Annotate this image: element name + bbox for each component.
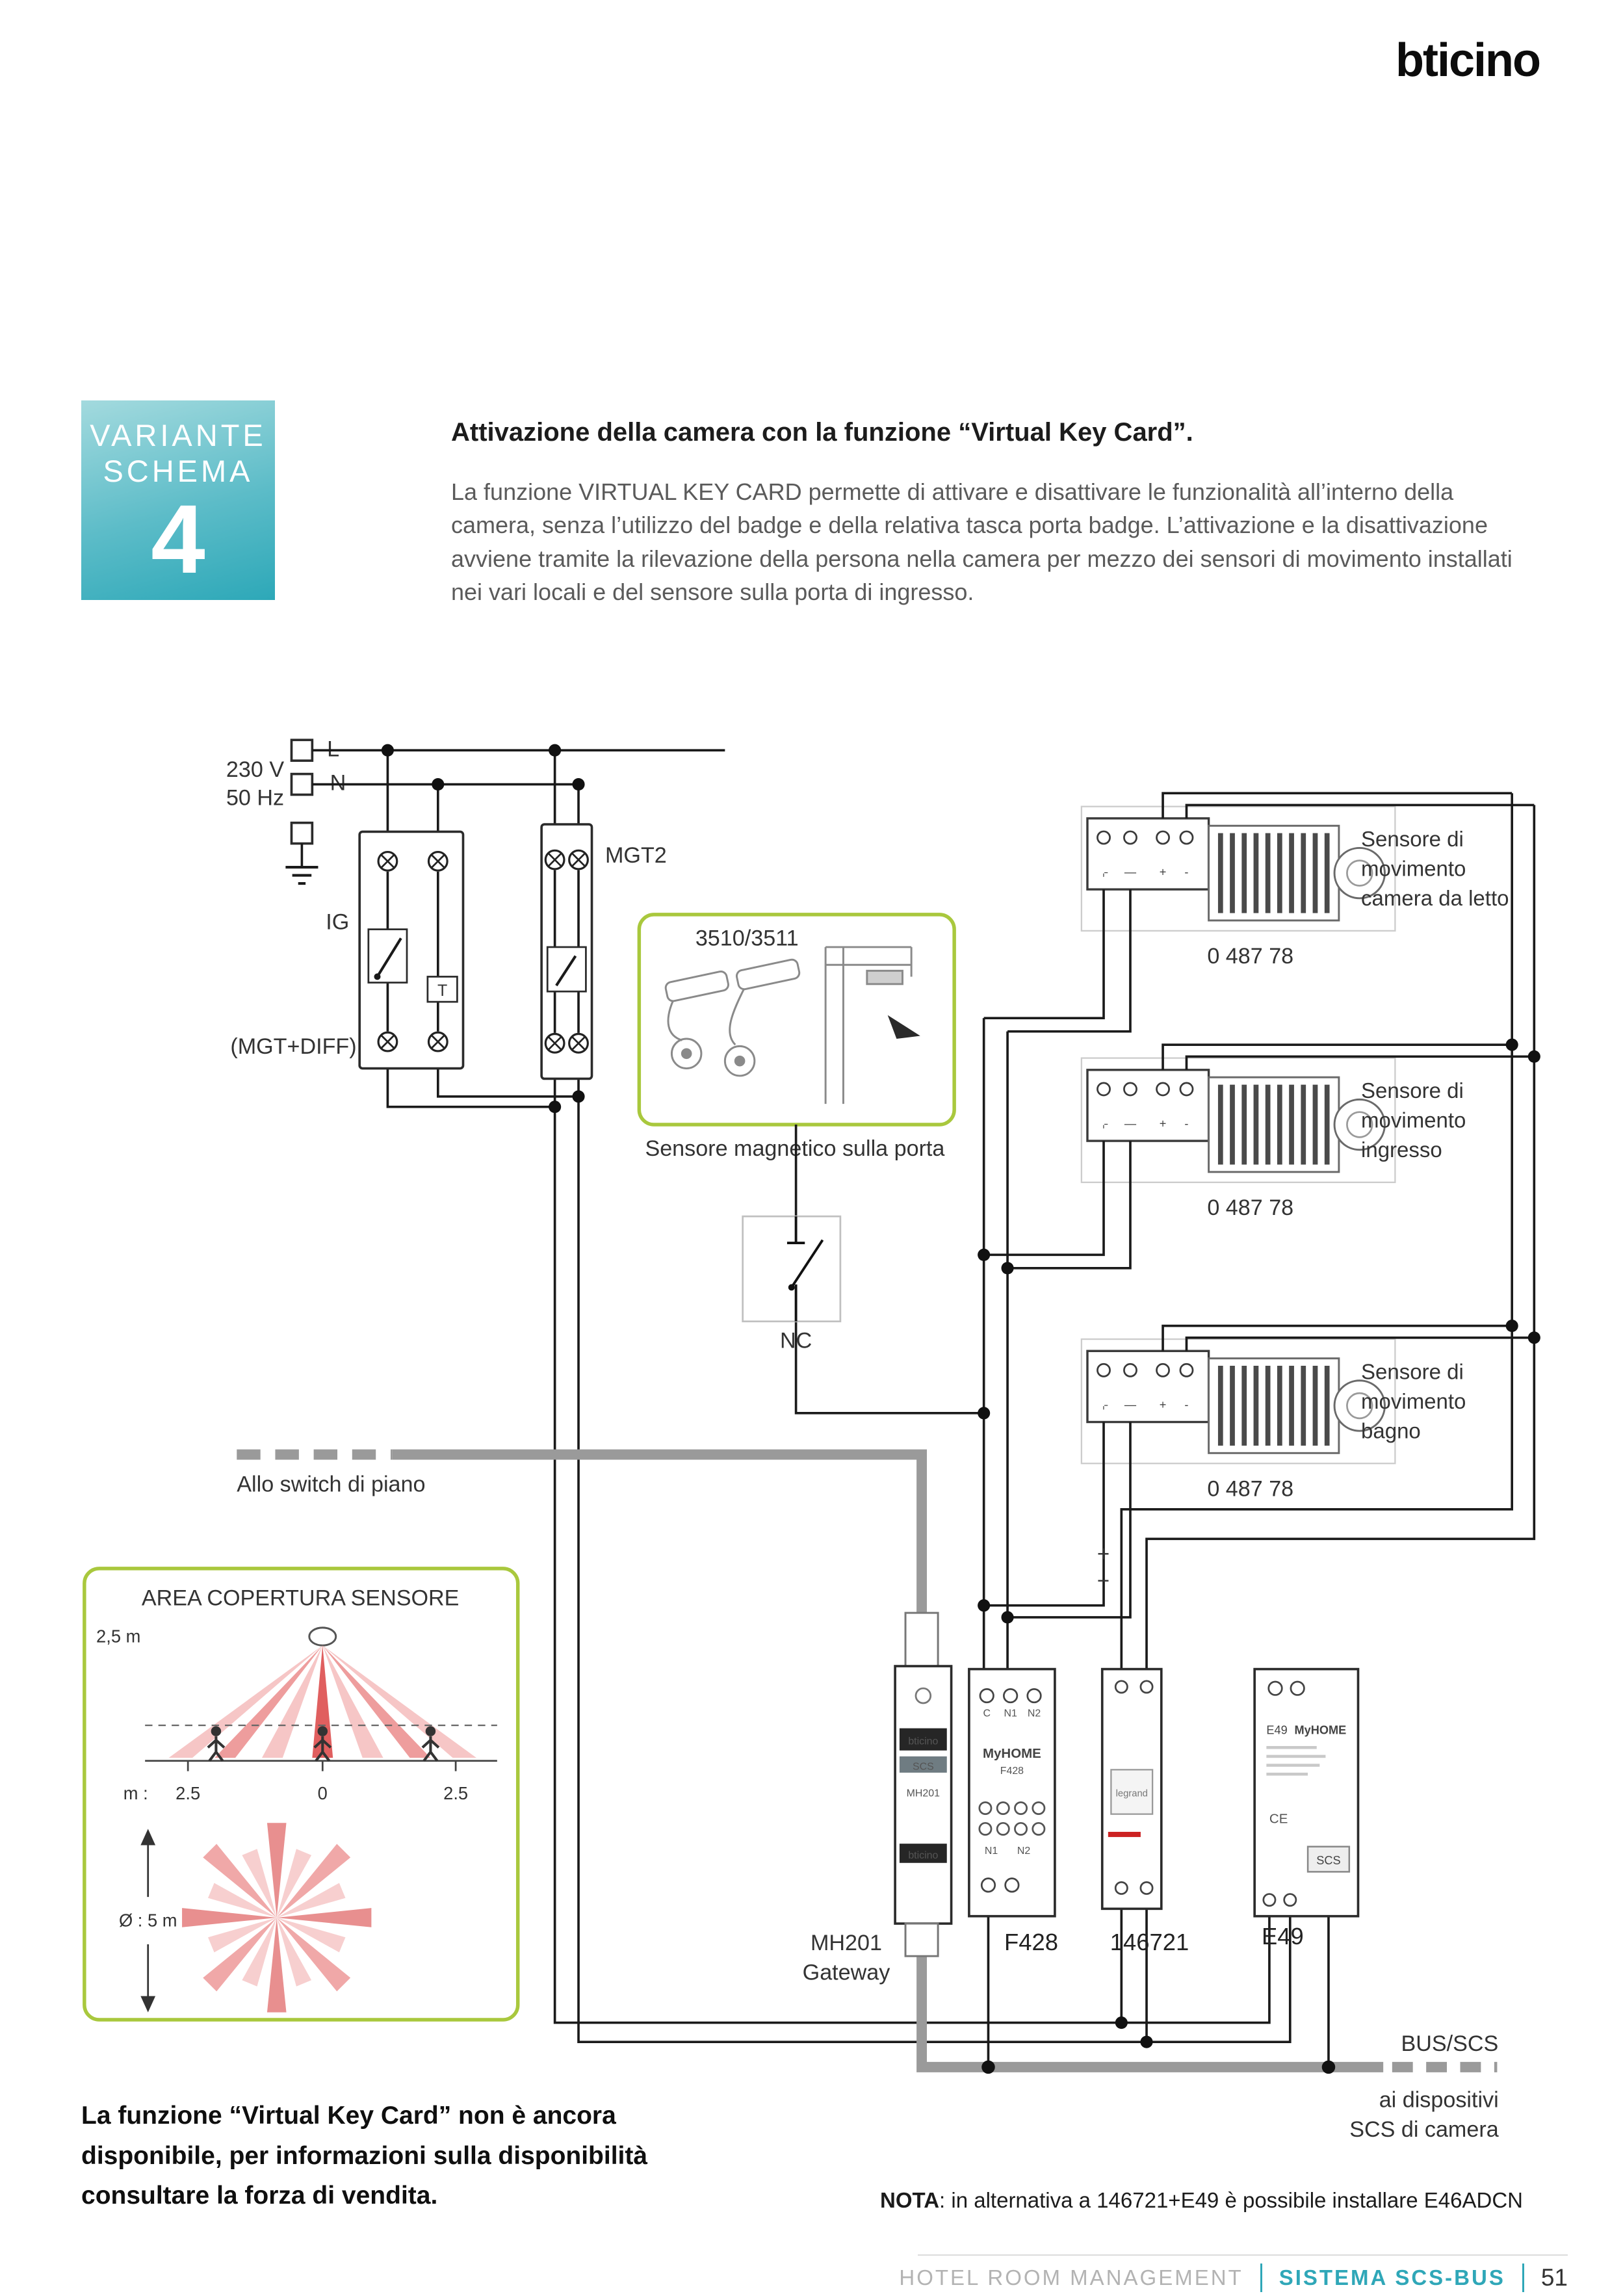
ig-test-label: T <box>437 982 448 1000</box>
mains-supply <box>226 737 346 883</box>
footer-separator <box>1260 2263 1262 2292</box>
f428-terminal-n1: N1 <box>1004 1708 1017 1719</box>
footer-rule <box>918 2254 1568 2256</box>
f428-caption: F428 <box>1004 1929 1058 1956</box>
f428-terminal-c: C <box>983 1708 991 1719</box>
warning-line-3: consultare la forza di vendita. <box>81 2182 438 2210</box>
ground-icon <box>285 867 318 883</box>
polarity-minus: − <box>1097 1568 1110 1593</box>
wiring-diagram: ⌌ — + - 230 V 50 Hz L N T IG (MGT+DIFF) MGT2 3510/3511 Sensore magnetico sulla porta NC 0 487 78 Sensore di movimento camera da letto 0 487 78 Sensore di movimento ingresso 0 487 78 Sensore di movimento bagno + − Allo switch di piano BUS/SCS ai dispositivi SCS di camera AREA COPERTURA SENSORE 2,5 m m : 2.5 0 2.5 Ø : 5 m bticino SCS MH201 bticino MH201 Gateway C N1 N2 MyHOME F428 N1 N2 F428 legrand 146721 E49 MyHOME CE SCS E49 <box>0 696 1623 2175</box>
ig-breaker <box>230 831 463 1068</box>
sensor-label-1c: camera da letto <box>1361 886 1509 911</box>
motion-sensor-bathroom <box>1082 1339 1466 1501</box>
footer <box>899 2263 1568 2292</box>
frequency-label: 50 Hz <box>226 785 285 811</box>
intro-paragraph: La funzione VIRTUAL KEY CARD permette di attivare e disattivare le funzionalità all’interno della camera, senza l’utilizzo del badge e della relativa tasca porta badge. L’attivazione e la disattivazione avviene tramite la rilevazione della persona nella camera per mezzo dei sensori di movimento installati nei vari locali e del sensore sulla porta di ingresso. <box>451 478 1513 606</box>
sensor-ref-3: 0 487 78 <box>1207 1476 1294 1502</box>
device-f428 <box>969 1669 1058 1955</box>
146721-caption: 146721 <box>1110 1929 1189 1956</box>
sensor-ref-2: 0 487 78 <box>1207 1195 1294 1220</box>
coverage-title: AREA COPERTURA SENSORE <box>141 1585 460 1611</box>
variant-schema-badge <box>81 400 275 600</box>
footer-separator-2 <box>1522 2263 1524 2292</box>
terminal-ground <box>291 823 312 844</box>
f428-brand: MyHOME <box>982 1746 1041 1762</box>
f428-terminal-n2: N2 <box>1027 1708 1041 1719</box>
sensor-label-1a: Sensore di <box>1361 827 1464 852</box>
bus-scs-label: BUS/SCS <box>1401 2031 1499 2056</box>
door-sensor-caption: Sensore magnetico sulla porta <box>645 1136 945 1161</box>
diameter-label: Ø : 5 m <box>118 1910 177 1931</box>
sensor-label-3b: movimento <box>1361 1389 1466 1414</box>
mh201-brand-2: bticino <box>908 1849 939 1861</box>
f428-model: F428 <box>1000 1766 1024 1777</box>
mh201-brand: bticino <box>908 1736 939 1747</box>
neutral-label: N <box>330 770 346 796</box>
note-text: : in alternativa a 146721+E49 è possibile installare E46ADCN <box>939 2188 1524 2212</box>
e49-scs-port-label: SCS <box>1316 1854 1341 1868</box>
e49-model: E49 <box>1266 1723 1288 1737</box>
warning-line-1: La funzione “Virtual Key Card” non è ancora <box>81 2102 616 2130</box>
floor-switch-label: Allo switch di piano <box>237 1472 426 1497</box>
terminal-l <box>291 740 312 761</box>
motion-sensor-bedroom <box>1082 807 1509 969</box>
sensor-label-2c: ingresso <box>1361 1138 1442 1162</box>
door-sensor-panel <box>639 915 954 1161</box>
e49-caption: E49 <box>1262 1922 1304 1950</box>
ig-label: IG <box>326 909 350 935</box>
coverage-starburst <box>182 1823 371 2012</box>
nc-contact <box>743 1125 984 1413</box>
sensor-label-1b: movimento <box>1361 856 1466 881</box>
page-title: Attivazione della camera con la funzione “Virtual Key Card”. <box>451 418 1193 447</box>
bus-dest-line1: ai dispositivi <box>1379 2087 1499 2113</box>
scale-right: 2.5 <box>443 1782 469 1803</box>
scale-prefix: m : <box>123 1782 148 1803</box>
motion-sensor-entrance <box>1082 1058 1466 1220</box>
f428-bottom-n1: N1 <box>984 1846 998 1857</box>
146721-red-mark <box>1108 1832 1141 1837</box>
footer-page-number: 51 <box>1540 2264 1568 2291</box>
note <box>880 2188 1523 2213</box>
variant-number: 4 <box>151 484 205 594</box>
footer-system: SISTEMA SCS-BUS <box>1279 2265 1505 2289</box>
sensor-label-3a: Sensore di <box>1361 1359 1464 1384</box>
device-e49 <box>1254 1669 1358 1950</box>
voltage-label: 230 V <box>226 757 285 783</box>
mh201-model: MH201 <box>906 1788 941 1799</box>
ig-switch-body <box>369 930 407 983</box>
note-label: NOTA <box>880 2188 940 2212</box>
polarity-plus: + <box>1097 1541 1110 1566</box>
mh201-scs-band: SCS <box>912 1761 934 1773</box>
bus-dest-line2: SCS di camera <box>1349 2117 1499 2142</box>
mh201-bottom-plug <box>905 1924 938 1956</box>
f428-bottom-n2: N2 <box>1017 1846 1031 1857</box>
sensor-ref-1: 0 487 78 <box>1207 943 1294 969</box>
scale-zero: 0 <box>317 1782 328 1803</box>
availability-warning <box>81 2096 647 2216</box>
mh201-caption-1: MH201 <box>810 1931 882 1956</box>
sensor-label-3c: bagno <box>1361 1418 1421 1443</box>
sensor-label-2b: movimento <box>1361 1108 1466 1132</box>
sensor-label-2a: Sensore di <box>1361 1078 1464 1103</box>
nc-label: NC <box>779 1328 812 1353</box>
terminal-n <box>291 774 312 795</box>
variant-label-line2: SCHEMA <box>103 454 253 489</box>
scale-left: 2.5 <box>175 1782 201 1803</box>
e49-ce-mark: CE <box>1269 1811 1288 1827</box>
mgt2-label: MGT2 <box>604 843 667 868</box>
mh201-caption-2: Gateway <box>802 1960 890 1985</box>
coverage-height-label: 2,5 m <box>96 1626 141 1647</box>
bticino-logo: bticino <box>1396 34 1540 86</box>
warning-line-2: disponibile, per informazioni sulla disponibilità <box>81 2141 648 2170</box>
ceiling-sensor-icon <box>309 1628 336 1645</box>
146721-brand: legrand <box>1115 1788 1148 1799</box>
door-sensor-ref: 3510/3511 <box>695 926 799 951</box>
device-mh201 <box>803 1613 952 1985</box>
variant-label-line1: VARIANTE <box>90 418 266 452</box>
e49-brand: MyHOME <box>1294 1723 1347 1737</box>
mh201-top-plug <box>905 1613 938 1666</box>
ig-sub-label: (MGT+DIFF) <box>230 1034 357 1059</box>
footer-section: HOTEL ROOM MANAGEMENT <box>899 2265 1243 2289</box>
line-label: L <box>327 737 340 762</box>
coverage-panel <box>84 1569 518 2020</box>
